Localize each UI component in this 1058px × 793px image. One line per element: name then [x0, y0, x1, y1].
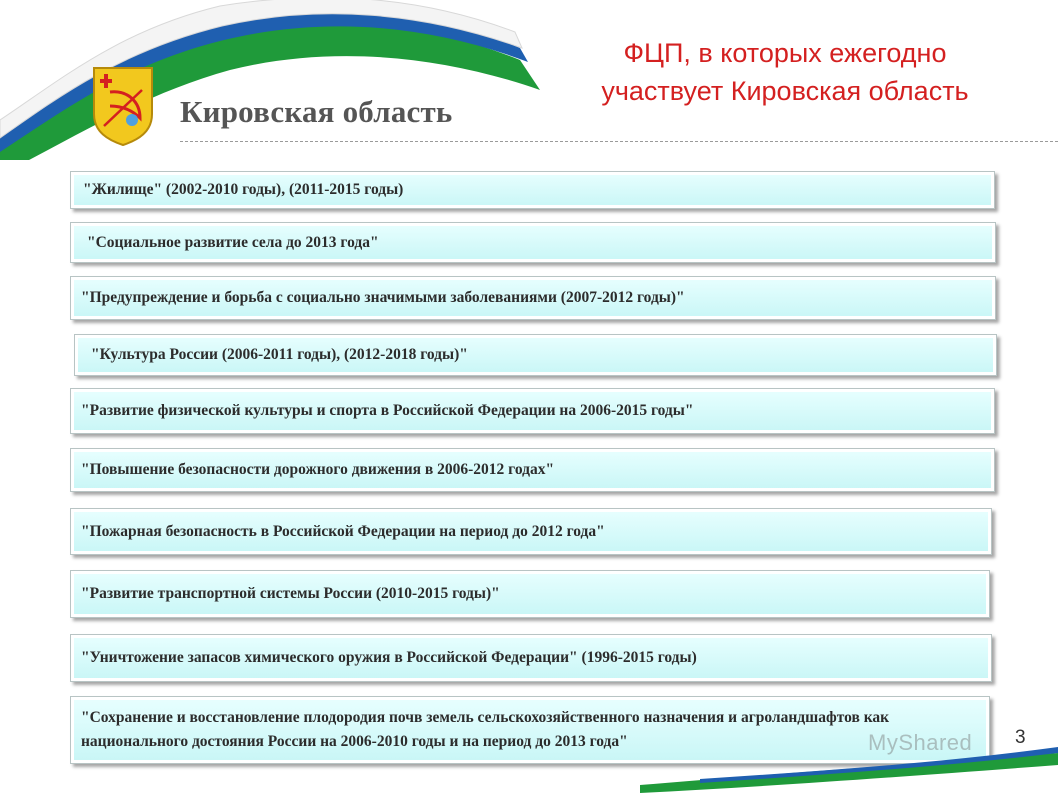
header-divider	[180, 141, 1058, 142]
program-item: "Жилище" (2002-2010 годы), (2011-2015 годы)	[70, 171, 995, 209]
flag-ribbon-bottom-decoration	[640, 745, 1058, 793]
program-item: "Социальное развитие села до 2013 года"	[70, 222, 996, 263]
program-item: "Культура России (2006-2011 годы), (2012-2018 годы)"	[74, 334, 997, 376]
slide-title-line-2: участвует Кировская область	[601, 76, 969, 106]
program-item: "Развитие физической культуры и спорта в Российской Федерации на 2006-2015 годы"	[70, 388, 995, 434]
slide-title	[540, 34, 1030, 110]
program-item: "Пожарная безопасность в Российской Федерации на период до 2012 года"	[70, 508, 992, 555]
page-number: 3	[1015, 727, 1026, 748]
program-item: "Предупреждение и борьба с социально значимыми заболеваниями (2007-2012 годы)"	[70, 276, 996, 320]
slide-title-line-1: ФЦП, в которых ежегодно	[623, 38, 947, 68]
program-item: "Повышение безопасности дорожного движения в 2006-2012 годах"	[70, 448, 995, 492]
coat-of-arms-icon	[92, 66, 154, 146]
program-item: "Сохранение и восстановление плодородия почв земель сельскохозяйственного назначения и агроландшафтов как национального достояния России на 2006-2010 годы и на период до 2013 года"	[70, 696, 990, 764]
region-name: Кировская область	[180, 94, 453, 129]
program-item: "Уничтожение запасов химического оружия в Российской Федерации" (1996-2015 годы)	[70, 634, 992, 682]
program-item: "Развитие транспортной системы России (2010-2015 годы)"	[70, 570, 990, 618]
flag-ribbon-decoration	[0, 0, 560, 160]
watermark: MyShared	[868, 730, 973, 755]
